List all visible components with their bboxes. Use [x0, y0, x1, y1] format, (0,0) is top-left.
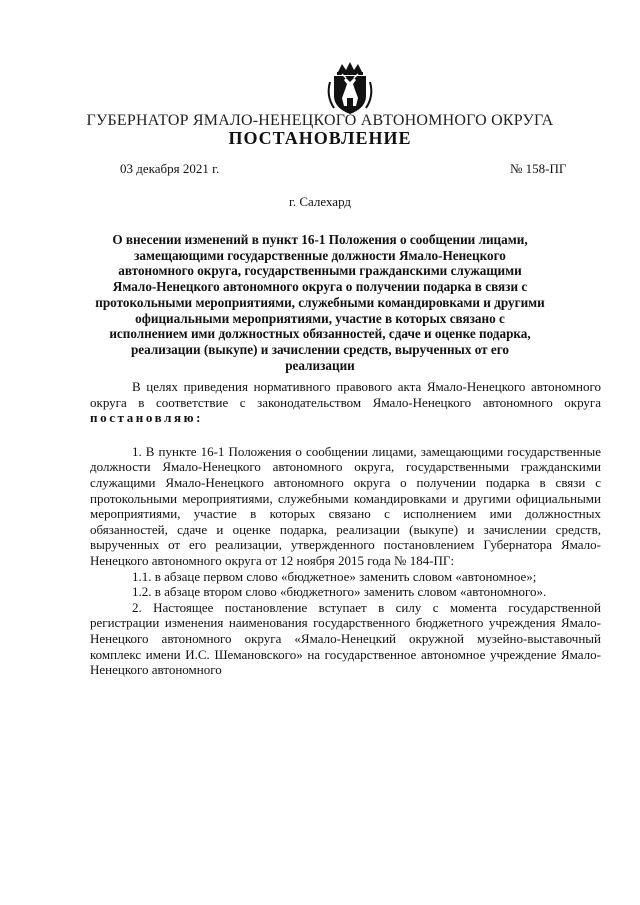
document-subject: О внесении изменений в пункт 16-1 Положения о сообщении лицами, замещающими государственные должности Ямало-Ненецкого автономного округа, государственными гражданскими служащими Ямало-Ненецкого автономного округа о получении подарка в связи с протокольными мероприятиями, служебными командировками и другими официальными мероприятиями, участие в которых связано с исполнением ими должностных обязанностей, сдаче и оценке подарка, реализации (выкупе) и зачислении средств, вырученных от его реализации	[95, 232, 545, 373]
preamble-paragraph	[90, 379, 601, 426]
document-type: ПОСТАНОВЛЕНИЕ	[228, 128, 412, 148]
paragraph-1-1: 1.1. в абзаце первом слово «бюджетное» заменить словом «автономное»;	[132, 568, 537, 584]
document-body	[90, 379, 601, 678]
paragraph-1: 1. В пункте 16-1 Положения о сообщении лицами, замещающими государственные должности Ямало-Ненецкого автономного округа, государственными гражданскими служащими Ямало-Ненецкого автономного округа о получении подарка в связи с протокольными мероприятиями, служебными командировками и другими официальными мероприятиями, участие в которых связано с исполнением ими должностных обязанностей, сдаче и оценке подарка, реализации (выкупе) и зачислении средств, вырученных от его реализации, утвержденного постановлением Губернатора Ямало-Ненецкого автономного округа от 12 ноября 2015 года № 184-ПГ:	[90, 443, 601, 568]
coat-of-arms-icon	[324, 60, 376, 116]
document-number: № 158-ПГ	[510, 161, 567, 176]
resolve-word: постановляю:	[90, 410, 204, 426]
governor-title: ГУБЕРНАТОР ЯМАЛО-НЕНЕЦКОГО АВТОНОМНОГО ОКРУГА	[86, 112, 554, 129]
paragraph-2: 2. Настоящее постановление вступает в силу с момента государственной регистрации изменения наименования государственного бюджетного учреждения Ямало-Ненецкого автономного округа «Ямало-Ненецкий окружной музейно-выставочный комплекс имени И.С. Шемановского» на государственное автономное учреждение Ямало-Ненецкого автономного	[90, 599, 601, 678]
document-city: г. Салехард	[288, 194, 352, 209]
preamble-text: В целях приведения нормативного правового акта Ямало-Ненецкого автономного округа в соответствие с законодательством Ямало-Ненецкого автономного округа	[90, 379, 601, 410]
document-date: 03 декабря 2021 г.	[120, 161, 220, 176]
paragraph-1-2: 1.2. в абзаце втором слово «бюджетного» заменить словом «автономного».	[132, 584, 547, 600]
